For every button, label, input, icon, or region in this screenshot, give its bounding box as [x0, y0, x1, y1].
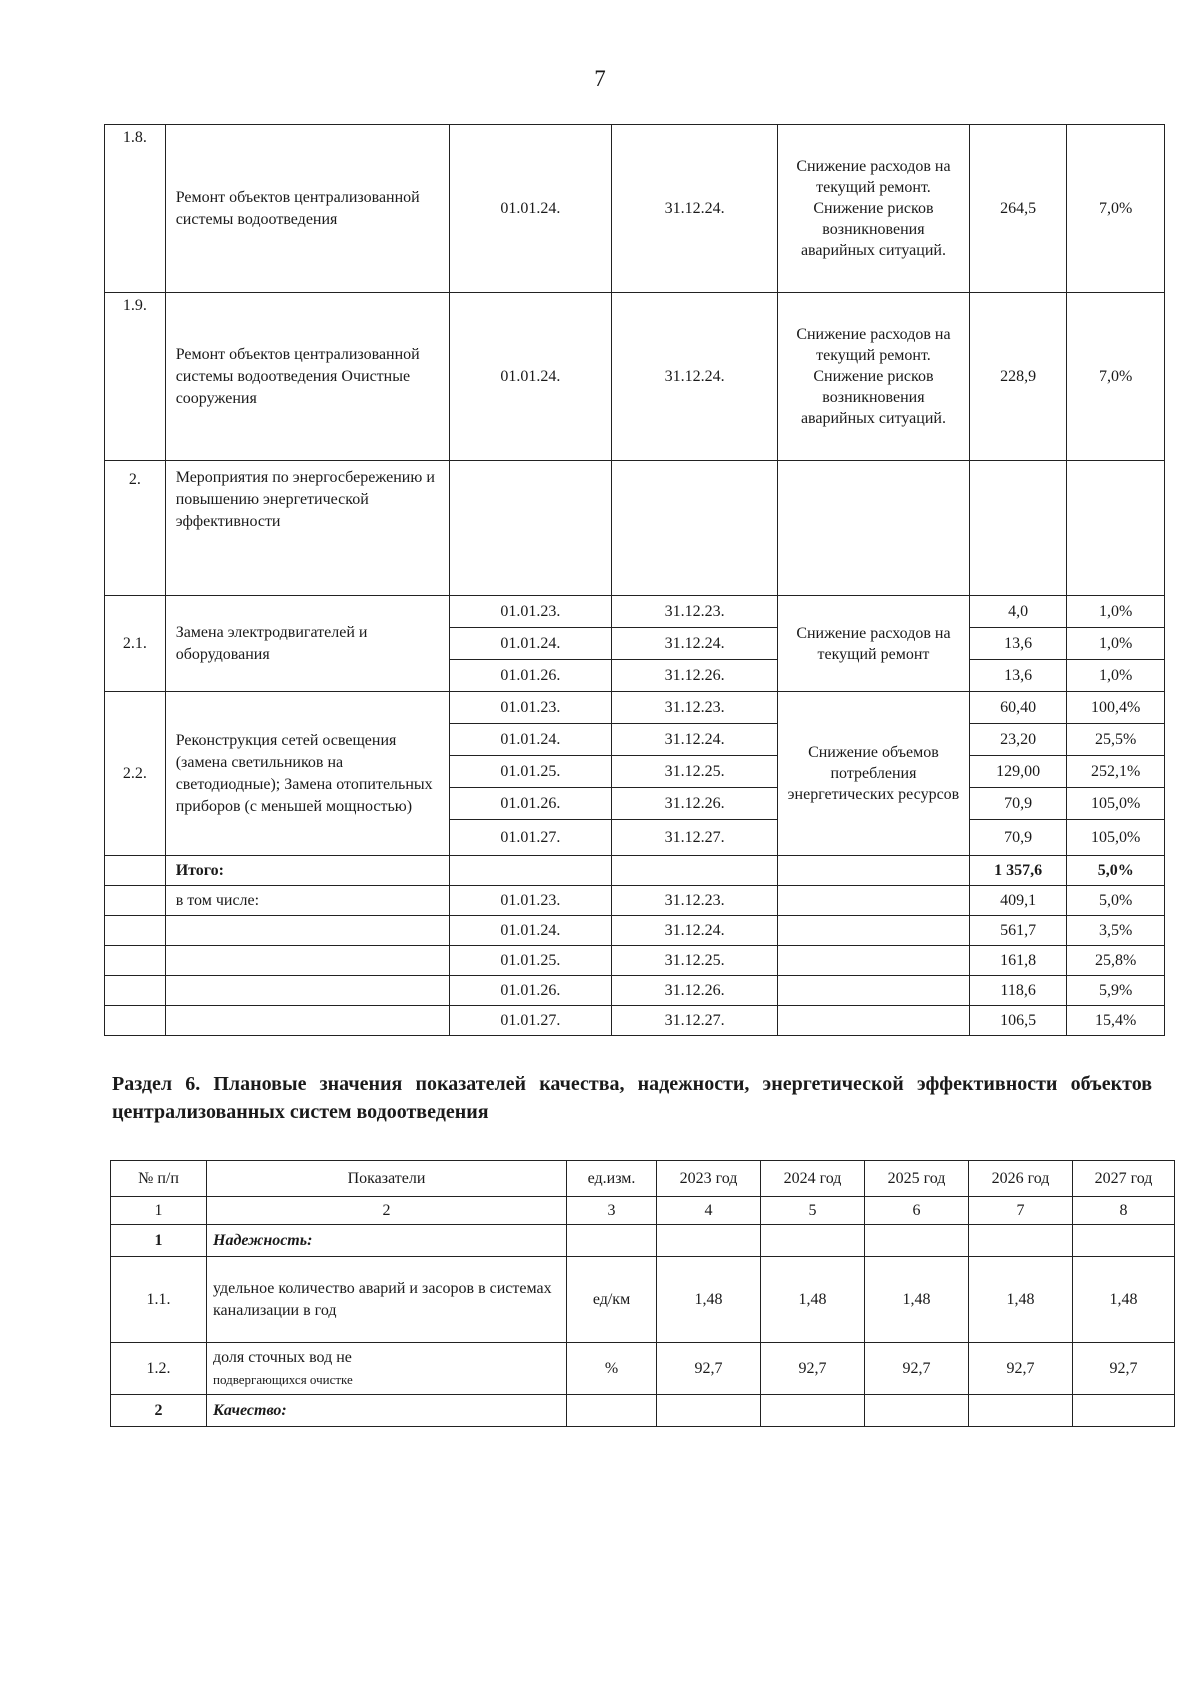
empty-cell: [1073, 1395, 1175, 1427]
empty-cell: [165, 1006, 449, 1036]
empty-cell: [105, 886, 166, 916]
value-cell: 92,7: [657, 1343, 761, 1395]
value-cell: 70,9: [969, 788, 1067, 820]
value-cell: 118,6: [969, 976, 1067, 1006]
start-date: 01.01.24.: [449, 293, 612, 461]
value-cell: 92,7: [761, 1343, 865, 1395]
index-cell: 2: [207, 1197, 567, 1225]
header-cell: 2027 год: [1073, 1161, 1175, 1197]
index-cell: 6: [865, 1197, 969, 1225]
end-date: 31.12.26.: [612, 660, 778, 692]
empty-cell: [449, 461, 612, 596]
empty-cell: [105, 946, 166, 976]
measure-name: Ремонт объектов централизованной системы водоотведения: [165, 125, 449, 293]
end-date: 31.12.23.: [612, 692, 778, 724]
percent-cell: 7,0%: [1067, 293, 1165, 461]
value-cell: 92,7: [1073, 1343, 1175, 1395]
start-date: 01.01.24.: [449, 724, 612, 756]
value-cell: 23,20: [969, 724, 1067, 756]
empty-cell: [612, 856, 778, 886]
start-date: 01.01.27.: [449, 1006, 612, 1036]
percent-cell: 105,0%: [1067, 820, 1165, 856]
row-number: 1.9.: [105, 293, 166, 461]
end-date: 31.12.26.: [612, 976, 778, 1006]
value-cell: 1,48: [969, 1257, 1073, 1343]
measure-name: Реконструкция сетей освещения (замена светильников на светодиодные); Замена отопительных приборов (с меньшей мощностью): [165, 692, 449, 856]
total-percent: 5,0%: [1067, 856, 1165, 886]
index-cell: 8: [1073, 1197, 1175, 1225]
value-cell: 409,1: [969, 886, 1067, 916]
value-cell: 129,00: [969, 756, 1067, 788]
empty-cell: [969, 1225, 1073, 1257]
end-date: 31.12.24.: [612, 125, 778, 293]
empty-cell: [778, 886, 970, 916]
empty-cell: [657, 1395, 761, 1427]
header-cell: 2024 год: [761, 1161, 865, 1197]
measure-name: Ремонт объектов централизованной системы водоотведения Очистные сооружения: [165, 293, 449, 461]
table-row: [105, 886, 1165, 916]
value-cell: 92,7: [969, 1343, 1073, 1395]
value-cell: 1,48: [1073, 1257, 1175, 1343]
percent-cell: 3,5%: [1067, 916, 1165, 946]
percent-cell: 105,0%: [1067, 788, 1165, 820]
effect-text: Снижение расходов на текущий ремонт. Снижение рисков возникновения аварийных ситуаций.: [778, 293, 970, 461]
row-number: 2.1.: [105, 596, 166, 692]
start-date: 01.01.26.: [449, 660, 612, 692]
empty-cell: [778, 1006, 970, 1036]
value-cell: 561,7: [969, 916, 1067, 946]
including-label: в том числе:: [165, 886, 449, 916]
header-cell: № п/п: [111, 1161, 207, 1197]
start-date: 01.01.25.: [449, 946, 612, 976]
empty-cell: [778, 461, 970, 596]
measure-name: Замена электродвигателей и оборудования: [165, 596, 449, 692]
end-date: 31.12.25.: [612, 756, 778, 788]
group-number: 1: [111, 1225, 207, 1257]
empty-cell: [778, 976, 970, 1006]
end-date: 31.12.25.: [612, 946, 778, 976]
group-number: 2: [111, 1395, 207, 1427]
empty-cell: [105, 916, 166, 946]
header-cell: Показатели: [207, 1161, 567, 1197]
empty-cell: [105, 976, 166, 1006]
end-date: 31.12.24.: [612, 916, 778, 946]
page-number: 7: [594, 66, 606, 91]
end-date: 31.12.24.: [612, 724, 778, 756]
value-cell: 4,0: [969, 596, 1067, 628]
percent-cell: 1,0%: [1067, 660, 1165, 692]
empty-cell: [761, 1225, 865, 1257]
empty-cell: [1073, 1225, 1175, 1257]
row-number: 2.: [105, 461, 166, 596]
value-cell: 60,40: [969, 692, 1067, 724]
index-cell: 1: [111, 1197, 207, 1225]
empty-cell: [1067, 461, 1165, 596]
end-date: 31.12.27.: [612, 1006, 778, 1036]
index-row: [111, 1197, 1175, 1225]
end-date: 31.12.27.: [612, 820, 778, 856]
index-cell: 4: [657, 1197, 761, 1225]
table-row: [105, 692, 1165, 724]
start-date: 01.01.27.: [449, 820, 612, 856]
effect-text: Снижение расходов на текущий ремонт. Снижение рисков возникновения аварийных ситуаций.: [778, 125, 970, 293]
unit-cell: %: [567, 1343, 657, 1395]
empty-cell: [612, 461, 778, 596]
indicator-label: доля сточных вод не: [213, 1348, 352, 1366]
start-date: 01.01.26.: [449, 788, 612, 820]
group-label: Надежность:: [207, 1225, 567, 1257]
empty-cell: [105, 1006, 166, 1036]
empty-cell: [761, 1395, 865, 1427]
start-date: 01.01.24.: [449, 125, 612, 293]
value-cell: 106,5: [969, 1006, 1067, 1036]
percent-cell: 25,8%: [1067, 946, 1165, 976]
table-row: [105, 461, 1165, 596]
start-date: 01.01.23.: [449, 692, 612, 724]
indicators-table: [110, 1160, 1175, 1427]
value-cell: 13,6: [969, 628, 1067, 660]
percent-cell: 1,0%: [1067, 596, 1165, 628]
end-date: 31.12.24.: [612, 293, 778, 461]
empty-cell: [165, 946, 449, 976]
percent-cell: 15,4%: [1067, 1006, 1165, 1036]
start-date: 01.01.25.: [449, 756, 612, 788]
value-cell: 161,8: [969, 946, 1067, 976]
empty-cell: [165, 976, 449, 1006]
table-row: [105, 125, 1165, 293]
value-cell: 264,5: [969, 125, 1067, 293]
value-cell: 1,48: [761, 1257, 865, 1343]
table-row: [105, 293, 1165, 461]
value-cell: 92,7: [865, 1343, 969, 1395]
indicator-label-continued: подвергающихся очистке: [213, 1371, 353, 1387]
table-row: [105, 596, 1165, 628]
percent-cell: 5,0%: [1067, 886, 1165, 916]
row-number: 1.8.: [105, 125, 166, 293]
empty-cell: [969, 461, 1067, 596]
total-row: [105, 856, 1165, 886]
value-cell: 13,6: [969, 660, 1067, 692]
end-date: 31.12.26.: [612, 788, 778, 820]
header-row: [111, 1161, 1175, 1197]
table-row: [105, 916, 1165, 946]
group-row: [111, 1225, 1175, 1257]
percent-cell: 252,1%: [1067, 756, 1165, 788]
empty-cell: [865, 1395, 969, 1427]
value-cell: 1,48: [865, 1257, 969, 1343]
empty-cell: [778, 946, 970, 976]
measure-name: Мероприятия по энергосбережению и повышению энергетической эффективности: [165, 461, 449, 596]
end-date: 31.12.23.: [612, 596, 778, 628]
percent-cell: 7,0%: [1067, 125, 1165, 293]
percent-cell: 1,0%: [1067, 628, 1165, 660]
percent-cell: 5,9%: [1067, 976, 1165, 1006]
header-cell: ед.изм.: [567, 1161, 657, 1197]
start-date: 01.01.23.: [449, 596, 612, 628]
index-cell: 5: [761, 1197, 865, 1225]
value-cell: 70,9: [969, 820, 1067, 856]
start-date: 01.01.23.: [449, 886, 612, 916]
row-number: 1.1.: [111, 1257, 207, 1343]
measures-table: [104, 124, 1165, 1036]
start-date: 01.01.24.: [449, 916, 612, 946]
table-row: [105, 1006, 1165, 1036]
header-cell: 2023 год: [657, 1161, 761, 1197]
group-label: Качество:: [207, 1395, 567, 1427]
empty-cell: [778, 856, 970, 886]
indicator-label: удельное количество аварий и засоров в системах канализации в год: [207, 1257, 567, 1343]
table-row: [105, 976, 1165, 1006]
end-date: 31.12.23.: [612, 886, 778, 916]
empty-cell: [969, 1395, 1073, 1427]
empty-cell: [449, 856, 612, 886]
table-row: [105, 946, 1165, 976]
index-cell: 7: [969, 1197, 1073, 1225]
start-date: 01.01.26.: [449, 976, 612, 1006]
start-date: 01.01.24.: [449, 628, 612, 660]
header-cell: 2026 год: [969, 1161, 1073, 1197]
row-number: 2.2.: [105, 692, 166, 856]
total-label: Итого:: [165, 856, 449, 886]
end-date: 31.12.24.: [612, 628, 778, 660]
section-heading: Раздел 6. Плановые значения показателей качества, надежности, энергетической эффективности объектов централизованных систем водоотведения: [112, 1073, 1152, 1123]
row-number: 1.2.: [111, 1343, 207, 1395]
percent-cell: 25,5%: [1067, 724, 1165, 756]
indicator-row: [111, 1257, 1175, 1343]
empty-cell: [657, 1225, 761, 1257]
percent-cell: 100,4%: [1067, 692, 1165, 724]
group-row: [111, 1395, 1175, 1427]
index-cell: 3: [567, 1197, 657, 1225]
effect-text: Снижение расходов на текущий ремонт: [778, 596, 970, 692]
indicator-row: [111, 1343, 1175, 1395]
empty-cell: [567, 1395, 657, 1427]
empty-cell: [567, 1225, 657, 1257]
unit-cell: ед/км: [567, 1257, 657, 1343]
effect-text: Снижение объемов потребления энергетических ресурсов: [778, 692, 970, 856]
indicator-label-cell: [207, 1343, 567, 1395]
empty-cell: [105, 856, 166, 886]
value-cell: 1,48: [657, 1257, 761, 1343]
total-value: 1 357,6: [969, 856, 1067, 886]
empty-cell: [778, 916, 970, 946]
header-cell: 2025 год: [865, 1161, 969, 1197]
value-cell: 228,9: [969, 293, 1067, 461]
empty-cell: [165, 916, 449, 946]
empty-cell: [865, 1225, 969, 1257]
